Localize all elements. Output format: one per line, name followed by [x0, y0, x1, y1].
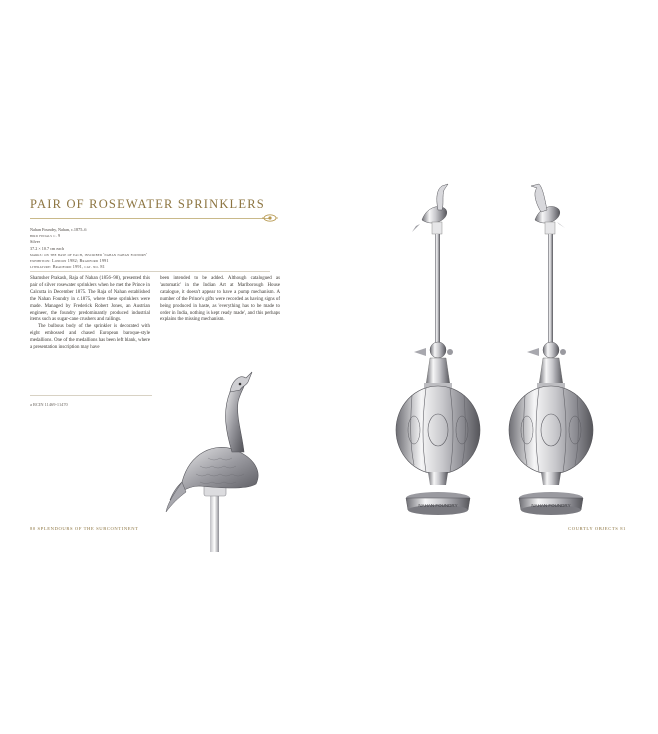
base-inscription: NAHAN FOUNDRY [531, 503, 571, 508]
body-column-2 [160, 276, 280, 324]
maker-line: Nahan Foundry, Nahan, c.1875–6 [30, 227, 87, 232]
body-paragraph: been intended to be added. Although catalogued as 'automatic' in the Indian Art at Marlborough House catalogue, it doesn't appear to have a pump mechanism. A number of the Prince's gifts were recorded as having signs of being produced in haste, as 'everything has to be made to order in India, nothing is kept ready made', and this perhaps explains the missing mechanism. [160, 276, 280, 323]
size-line: 37.2 × 10.7 cm each [30, 245, 64, 251]
materials-note-line: bird finials c. 9 [30, 233, 61, 239]
ornament-icon [262, 213, 278, 223]
right-folio: COURTLY OBJECTS 81 [568, 526, 626, 531]
body-paragraph: The bulbous body of the sprinkler is decorated with eight embossed and chased European baroque-style medallions. One of the medallions has been left blank, where a presentation inscription may have [30, 324, 150, 351]
literature-line: literature: Bradford 1991, cat. no. 81 [30, 264, 105, 270]
left-folio: 80 SPLENDOURS OF THE SUBCONTINENT [30, 526, 139, 531]
bird-finial-photo [160, 362, 275, 557]
page-title: PAIR OF ROSEWATER SPRINKLERS [30, 197, 265, 211]
base-inscription: NAHAN FOUNDRY [418, 503, 458, 508]
rosewater-sprinkler-left [392, 180, 487, 520]
caption-rule [30, 395, 152, 396]
marks-line: marks: on the base of each, inscribed 'nahan nahan foundry' [30, 251, 148, 257]
object-details [30, 227, 260, 270]
body-column-1 [30, 276, 150, 352]
details-rule [30, 271, 270, 272]
material-line: Silver [30, 239, 41, 245]
figure-reference: a RCIN 11469-11470 [30, 402, 68, 407]
rosewater-sprinkler-right [505, 180, 600, 520]
title-rule [30, 218, 270, 219]
body-paragraph: Shamsher Prakash, Raja of Nahan (1856–98), presented this pair of silver rosewater sprinklers when he met the Prince in Calcutta in December 1875. The Raja of Nahan established the Nahan Foundry in c.1875, where these sprinklers were made. Managed by Frederick Robert Jones, an Austrian engineer, the foundry predominantly produced industrial items such as sugar-cane crushers and railings. [30, 276, 150, 323]
exhibition-line: exhibition: London 1982; Bradford 1991 [30, 258, 109, 264]
